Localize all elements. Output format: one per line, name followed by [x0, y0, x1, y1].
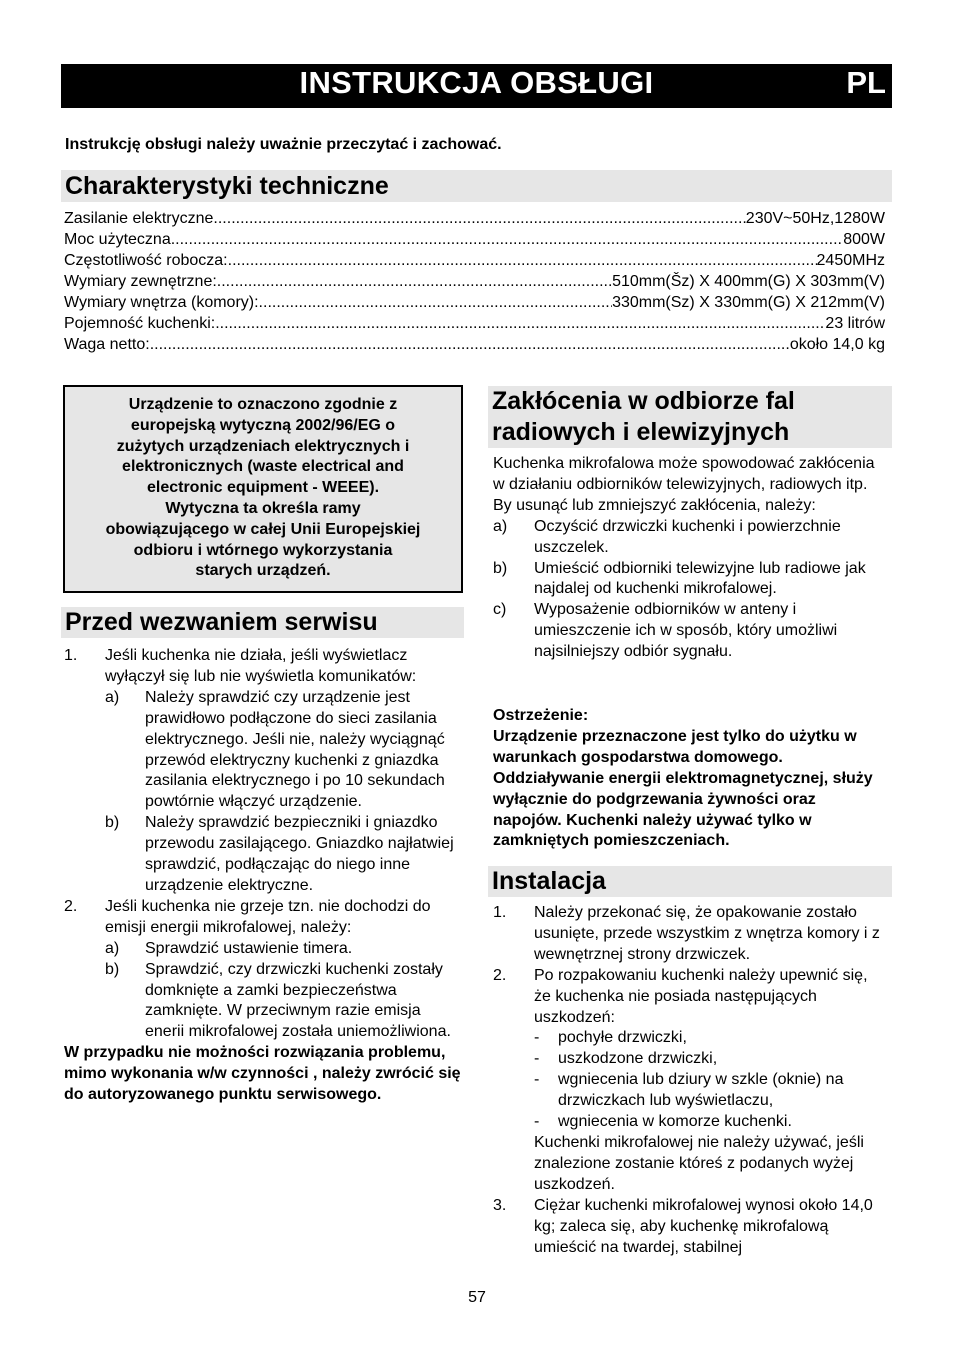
- list-item: c) Wyposażenie odbiorników w anteny i umieszczenie ich w sposób, który umożliwi najsilniejszy odbiór sygnału.: [493, 601, 838, 661]
- list-subitem: - wgniecenia lub dziury w szkle (oknie) na drzwiczkach lub wyświetlaczu,: [534, 1071, 844, 1110]
- list-item: 2. Po rozpakowaniu kuchenki należy upewnić się, że kuchenka nie posiada następujących uszkodzeń: - pochyłe drzwiczki, - uszkodzone drzwiczki, - wgniecenia lub dziury w szkle (oknie) na drzwiczkach lub wyświetlaczu, - wgniecenia w komorze kuchenki. Kuchenki mikrofalowej nie należy używać, jeśli znalezione zostanie któreś z podanych wyżej uszkodzeń.: [493, 966, 888, 1196]
- spec-row: [64, 250, 885, 271]
- warning-block: [493, 706, 888, 852]
- specs-list: [64, 208, 885, 355]
- spec-value: 23 litrów: [825, 315, 885, 332]
- weee-notice-box: [63, 385, 463, 593]
- list-item: b) Umieścić odbiorniki telewizyjne lub radiowe jak najdalej od kuchenki mikrofalowej.: [493, 559, 866, 598]
- warning-text: Urządzenie przeznaczone jest tylko do użytku w warunkach gospodarstwa domowego. Oddziaływanie energii elektromagnetycznej, służy wyłącznie do podgrzewania żywności oraz napojów. Kuchenki należy używać tylko w zamkniętych pomieszczeniach.: [493, 727, 873, 850]
- list-subitem: b) Należy sprawdzić bezpieczniki i gniazdko przewodu zasilającego. Gniazdko najłatwiej sprawdzić, podłączając do niego inne urządzenie elektryczne.: [105, 814, 454, 894]
- spec-label: Zasilanie elektryczne: [64, 210, 214, 227]
- list-subitem: - pochyłe drzwiczki,: [534, 1029, 687, 1047]
- spec-row: [64, 271, 885, 292]
- page-title: INSTRUKCJA OBSŁUGI: [299, 65, 654, 100]
- spec-value: 2450MHz: [816, 252, 885, 269]
- spec-row: [64, 334, 885, 355]
- specs-heading-text: Charakterystyki techniczne: [65, 172, 389, 200]
- interference-intro: Kuchenka mikrofalowa może spowodować zakłócenia w działaniu odbiorników telewizyjnych, radiowych itp. By usunąć lub zmniejszyć zakłócenia, należy:: [493, 455, 875, 514]
- list-subitem: a) Sprawdzić ustawienie timera.: [105, 939, 353, 957]
- service-closing-note: W przypadku nie możności rozwiązania problemu, mimo wykonania w/w czynności , należy zwrócić się do autoryzowanego punktu serwisowego.: [64, 1044, 461, 1104]
- spec-row: [64, 292, 885, 313]
- list-item: 2. Jeśli kuchenka nie grzeje tzn. nie dochodzi do emisji energii mikrofalowej, należy: a) Sprawdzić ustawienie timera. b) Sprawdzić, czy drzwiczki kuchenki zostały domknięte a zamki bezpieczeństwa zamknięte. W przeciwnym razie emisja enerii mikrofalowej została uniemożliwiona.: [64, 897, 464, 1043]
- service-heading-text: Przed wezwaniem serwisu: [65, 608, 378, 636]
- spec-label: Moc użyteczna: [64, 231, 171, 248]
- service-section: [64, 646, 464, 1106]
- warning-title: Ostrzeżenie:: [493, 707, 589, 724]
- language-code: PL: [846, 65, 886, 100]
- installation-heading-text: Instalacja: [492, 867, 606, 895]
- installation-section: [493, 903, 888, 1258]
- list-subitem: a) Należy sprawdzić czy urządzenie jest prawidłowo podłączone do sieci zasilania elektrycznego. Jeśli nie, należy wyciągnąć przewód elektryczny kuchenki z gniazdka zasilania elektrycznego i po 10 sekundach powtórnie włączyć urządzenie.: [105, 688, 445, 811]
- list-subitem: b) Sprawdzić, czy drzwiczki kuchenki zostały domknięte a zamki bezpieczeństwa zamknięte. W przeciwnym razie emisja enerii mikrofalowej została uniemożliwiona.: [105, 960, 451, 1041]
- list-item: 3. Ciężar kuchenki mikrofalowej wynosi około 14,0 kg; zaleca się, aby kuchenkę mikrofalową umieścić na twardej, stabilnej: [493, 1196, 873, 1256]
- spec-value: 800W: [843, 231, 885, 248]
- specs-heading: [61, 170, 892, 202]
- manual-header-bar: [61, 64, 892, 108]
- spec-value: 510mm(Šz) X 400mm(G) X 303mm(V): [612, 273, 885, 290]
- list-item: 1. Jeśli kuchenka nie działa, jeśli wyświetlacz wyłączył się lub nie wyświetla komunikatów: a) Należy sprawdzić czy urządzenie jest prawidłowo podłączone do sieci zasilania elektrycznego. Jeśli nie, należy wyciągnąć przewód elektryczny kuchenki z gniazdka zasilania elektrycznego i po 10 sekundach powtórnie włączyć urządzenie. b) Należy sprawdzić bezpieczniki i gniazdko przewodu zasilającego. Gniazdko najłatwiej sprawdzić, podłączając do niego inne urządzenie elektryczne.: [64, 646, 464, 897]
- list-item: 1. Należy przekonać się, że opakowanie zostało usunięte, przede wszystkim z wnętrza komory i z wewnętrznej strony drzwiczek.: [493, 904, 880, 963]
- spec-row: [64, 229, 885, 250]
- weee-notice-text: Urządzenie to oznaczono zgodnie z europejską wytyczną 2002/96/EG o zużytych urządzeniach elektrycznych i elektronicznych (waste electrical and electronic equipment - WEEE). Wytyczna ta określa ramy obowiązującego w całej Unii Europejskiej odbioru i wtórnego wykorzystania starych urządzeń.: [105, 396, 421, 580]
- list-subitem: - uszkodzone drzwiczki,: [534, 1050, 718, 1068]
- list-item: a) Oczyścić drzwiczki kuchenki i powierzchnie uszczelek.: [493, 517, 841, 556]
- spec-value: około 14,0 kg: [789, 336, 885, 353]
- page-number: 57: [468, 1289, 486, 1306]
- service-heading: [61, 607, 464, 638]
- spec-label: Pojemność kuchenki:: [64, 315, 216, 332]
- intro-note: Instrukcję obsługi należy uważnie przeczytać i zachować.: [65, 136, 502, 153]
- spec-value: 230V~50Hz,1280W: [745, 210, 885, 227]
- spec-value: 330mm(Sz) X 330mm(G) X 212mm(V): [612, 294, 885, 311]
- spec-row: [64, 208, 885, 229]
- interference-section: [493, 454, 888, 663]
- spec-label: Częstotliwość robocza:: [64, 252, 228, 269]
- spec-label: Wymiary zewnętrzne:: [64, 273, 217, 290]
- spec-label: Wymiary wnętrza (komory):: [64, 294, 259, 311]
- list-subitem: - wgniecenia w komorze kuchenki.: [534, 1113, 792, 1131]
- interference-heading: Zakłócenia w odbiorze fal radiowych i elewizyjnych: [488, 386, 892, 448]
- spec-row: [64, 313, 885, 334]
- installation-heading: [488, 866, 892, 897]
- spec-label: Waga netto:: [64, 336, 150, 353]
